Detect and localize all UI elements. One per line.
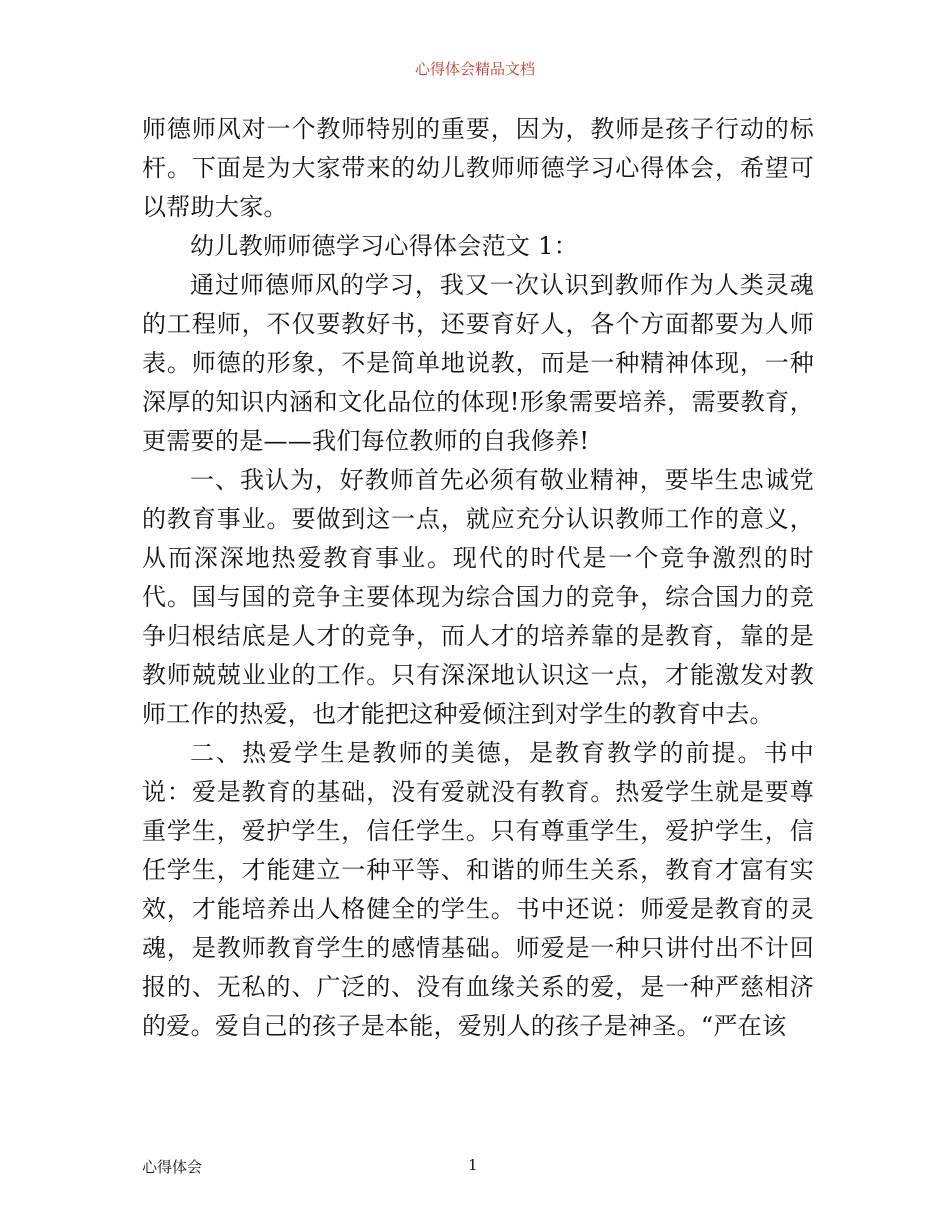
document-body — [142, 110, 814, 1046]
footer-label: 心得体会 — [142, 1158, 203, 1176]
body-paragraph: 二、热爱学生是教师的美德，是教育教学的前提。书中说：爱是教育的基础，没有爱就没有教育。热爱学生就是要尊重学生，爱护学生，信任学生。只有尊重学生，爱护学生，信任学生，才能建立一种平等、和谐的师生关系，教育才富有实效，才能培养出人格健全的学生。书中还说：师爱是教育的灵魂，是教师教育学生的感情基础。师爱是一种只讲付出不计回报的、无私的、广泛的、没有血缘关系的爱，是一种严慈相济的爱。爱自己的孩子是本能，爱别人的孩子是神圣。“严在该 — [142, 739, 814, 1040]
document-header: 心得体会精品文档 — [414, 60, 535, 78]
section-heading: 幼儿教师师德学习心得体会范文 1： — [190, 232, 578, 260]
body-paragraph: 通过师德师风的学习，我又一次认识到教师作为人类灵魂的工程师，不仅要教好书，还要育好人，各个方面都要为人师表。师德的形象，不是简单地说教，而是一种精神体现，一种深厚的知识内涵和文化品位的体现!形象需要培养，需要教育，更需要的是——我们每位教师的自我修养! — [142, 271, 814, 455]
intro-paragraph: 师德师风对一个教师特别的重要，因为，教师是孩子行动的标杆。下面是为大家带来的幼儿教师师德学习心得体会，希望可以帮助大家。 — [142, 115, 814, 221]
body-paragraph: 一、我认为，好教师首先必须有敬业精神，要毕生忠诚党的教育事业。要做到这一点，就应充分认识教师工作的意义，从而深深地热爱教育事业。现代的时代是一个竞争激烈的时代。国与国的竞争主要体现为综合国力的竞争，综合国力的竞争归根结底是人才的竞争，而人才的培养靠的是教育，靠的是教师兢兢业业的工作。只有深深地认识这一点，才能激发对教师工作的热爱，也才能把这种爱倾注到对学生的教育中去。 — [142, 466, 814, 728]
page-number: 1 — [468, 1156, 478, 1174]
